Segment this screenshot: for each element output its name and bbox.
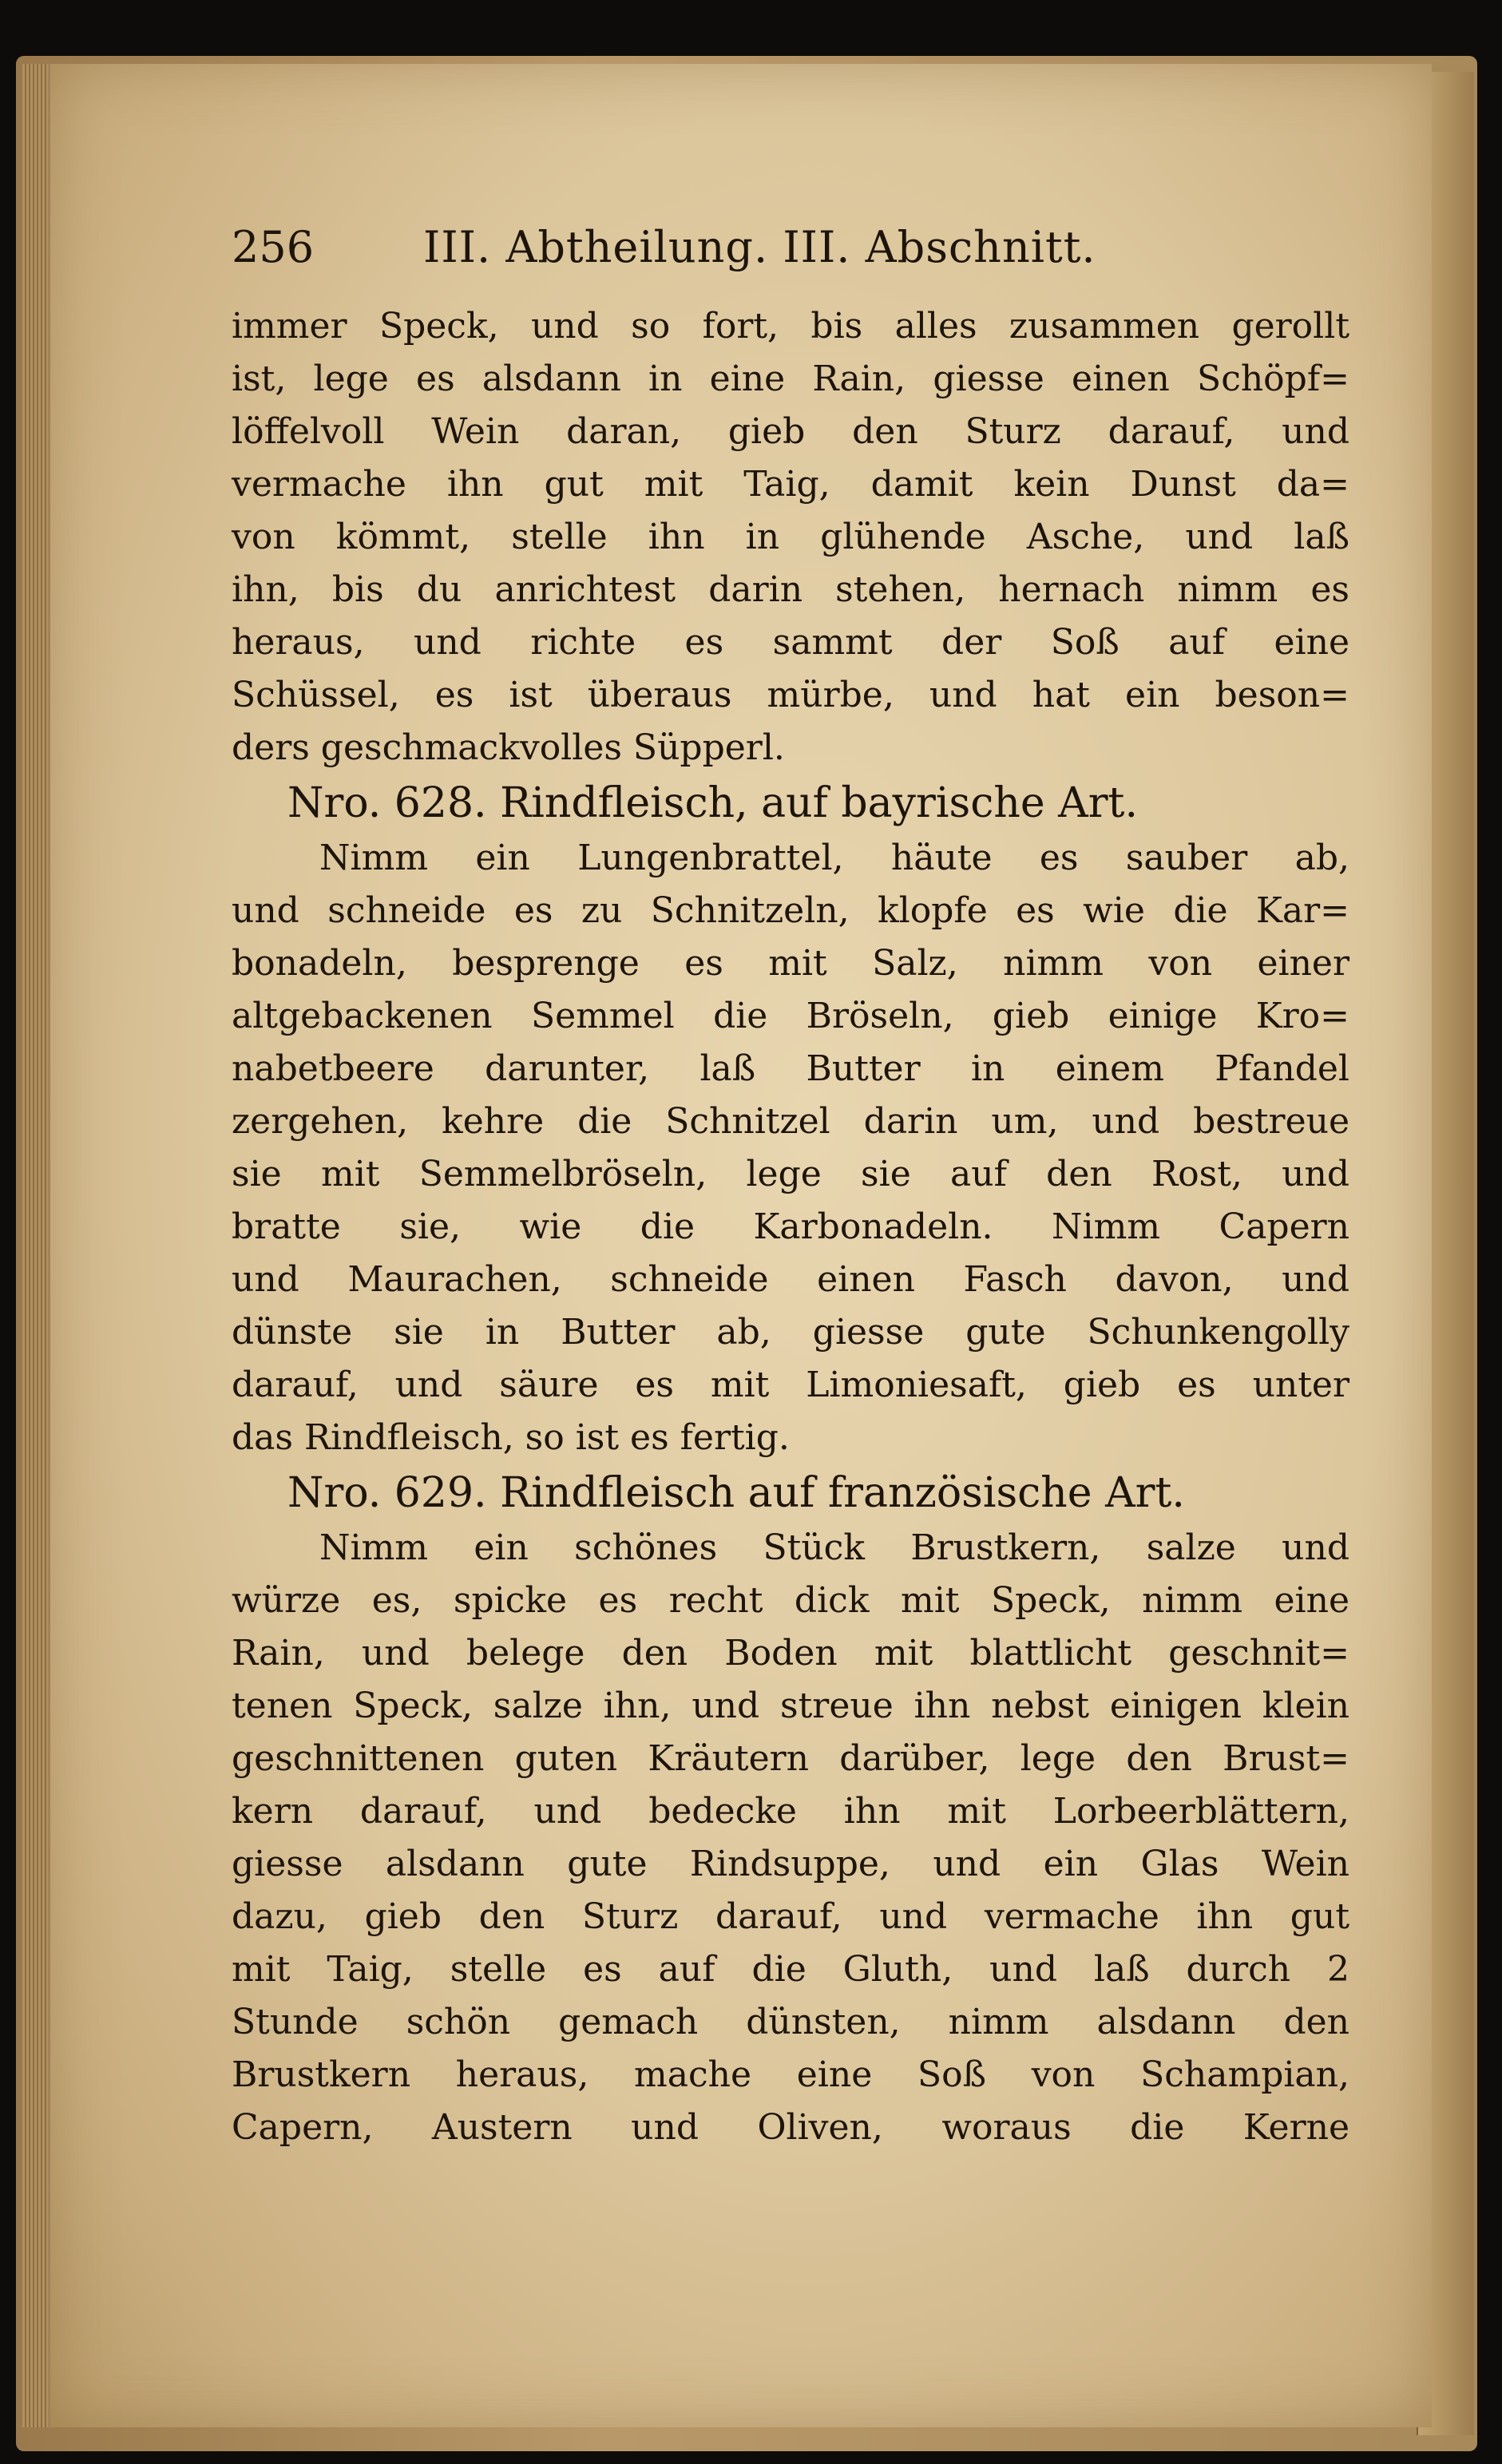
text-line: Stunde schön gemach dünsten, nimm alsdann den xyxy=(232,2002,1349,2042)
text-line: kern darauf, und bedecke ihn mit Lorbeerblättern, xyxy=(232,1791,1349,1832)
text-line: dünste sie in Butter ab, giesse gute Schunkengolly xyxy=(232,1312,1349,1353)
text-line: Capern, Austern und Oliven, woraus die Kerne xyxy=(232,2107,1349,2148)
text-line: nabetbeere darunter, laß Butter in einem Pfandel xyxy=(232,1048,1349,1089)
text-line: Schüssel, es ist überaus mürbe, und hat ein beson= xyxy=(232,675,1349,715)
text-line: giesse alsdann gute Rindsuppe, und ein Glas Wein xyxy=(232,1844,1349,1884)
text-line: Rain, und belege den Boden mit blattlicht geschnit= xyxy=(232,1633,1349,1674)
text-line: und schneide es zu Schnitzeln, klopfe es wie die Kar= xyxy=(232,890,1349,931)
text-line: immer Speck, und so fort, bis alles zusammen gerollt xyxy=(232,306,1349,347)
text-line: heraus, und richte es sammt der Soß auf eine xyxy=(232,622,1349,663)
text-line: zergehen, kehre die Schnitzel darin um, und bestreue xyxy=(232,1101,1349,1142)
text-line: bonadeln, besprenge es mit Salz, nimm von einer xyxy=(232,943,1349,984)
page-number: 256 xyxy=(232,222,315,272)
text-line: das Rindfleisch, so ist es fertig. xyxy=(232,1417,790,1458)
text-line: Nimm ein schönes Stück Brustkern, salze und xyxy=(319,1527,1349,1568)
text-line: würze es, spicke es recht dick mit Speck, nimm eine xyxy=(232,1580,1349,1621)
text-line: löffelvoll Wein daran, gieb den Sturz darauf, und xyxy=(232,411,1349,452)
text-line: ders geschmackvolles Süpperl. xyxy=(232,727,785,768)
recipe-heading-629: Nro. 629. Rindfleisch auf französische Art. xyxy=(287,1469,1185,1517)
text-line: und Maurachen, schneide einen Fasch davon, und xyxy=(232,1259,1349,1300)
text-line: ihn, bis du anrichtest darin stehen, hernach nimm es xyxy=(232,569,1349,610)
text-line: Nimm ein Lungenbrattel, häute es sauber ab, xyxy=(319,838,1349,878)
recipe-heading-628: Nro. 628. Rindfleisch, auf bayrische Art. xyxy=(287,779,1138,827)
text-line: geschnittenen guten Kräutern darüber, lege den Brust= xyxy=(232,1738,1349,1779)
text-line: sie mit Semmelbröseln, lege sie auf den Rost, und xyxy=(232,1154,1349,1194)
text-line: altgebackenen Semmel die Bröseln, gieb einige Kro= xyxy=(232,996,1349,1036)
text-line: Brustkern heraus, mache eine Soß von Schampian, xyxy=(232,2054,1349,2095)
text-line: von kömmt, stelle ihn in glühende Asche, und laß xyxy=(232,517,1349,557)
text-line: vermache ihn gut mit Taig, damit kein Dunst da= xyxy=(232,464,1349,505)
page-text xyxy=(232,216,1349,2154)
text-line: tenen Speck, salze ihn, und streue ihn nebst einigen klein xyxy=(232,1686,1349,1726)
page-header xyxy=(232,216,1349,279)
text-line: darauf, und säure es mit Limoniesaft, gieb es unter xyxy=(232,1365,1349,1405)
text-line: dazu, gieb den Sturz darauf, und vermache ihn gut xyxy=(232,1896,1349,1937)
text-line: mit Taig, stelle es auf die Gluth, und laß durch 2 xyxy=(232,1949,1349,1990)
running-head: III. Abtheilung. III. Abschnitt. xyxy=(423,222,1096,272)
text-line: ist, lege es alsdann in eine Rain, giesse einen Schöpf= xyxy=(232,359,1349,399)
text-line: bratte sie, wie die Karbonadeln. Nimm Capern xyxy=(232,1206,1349,1247)
